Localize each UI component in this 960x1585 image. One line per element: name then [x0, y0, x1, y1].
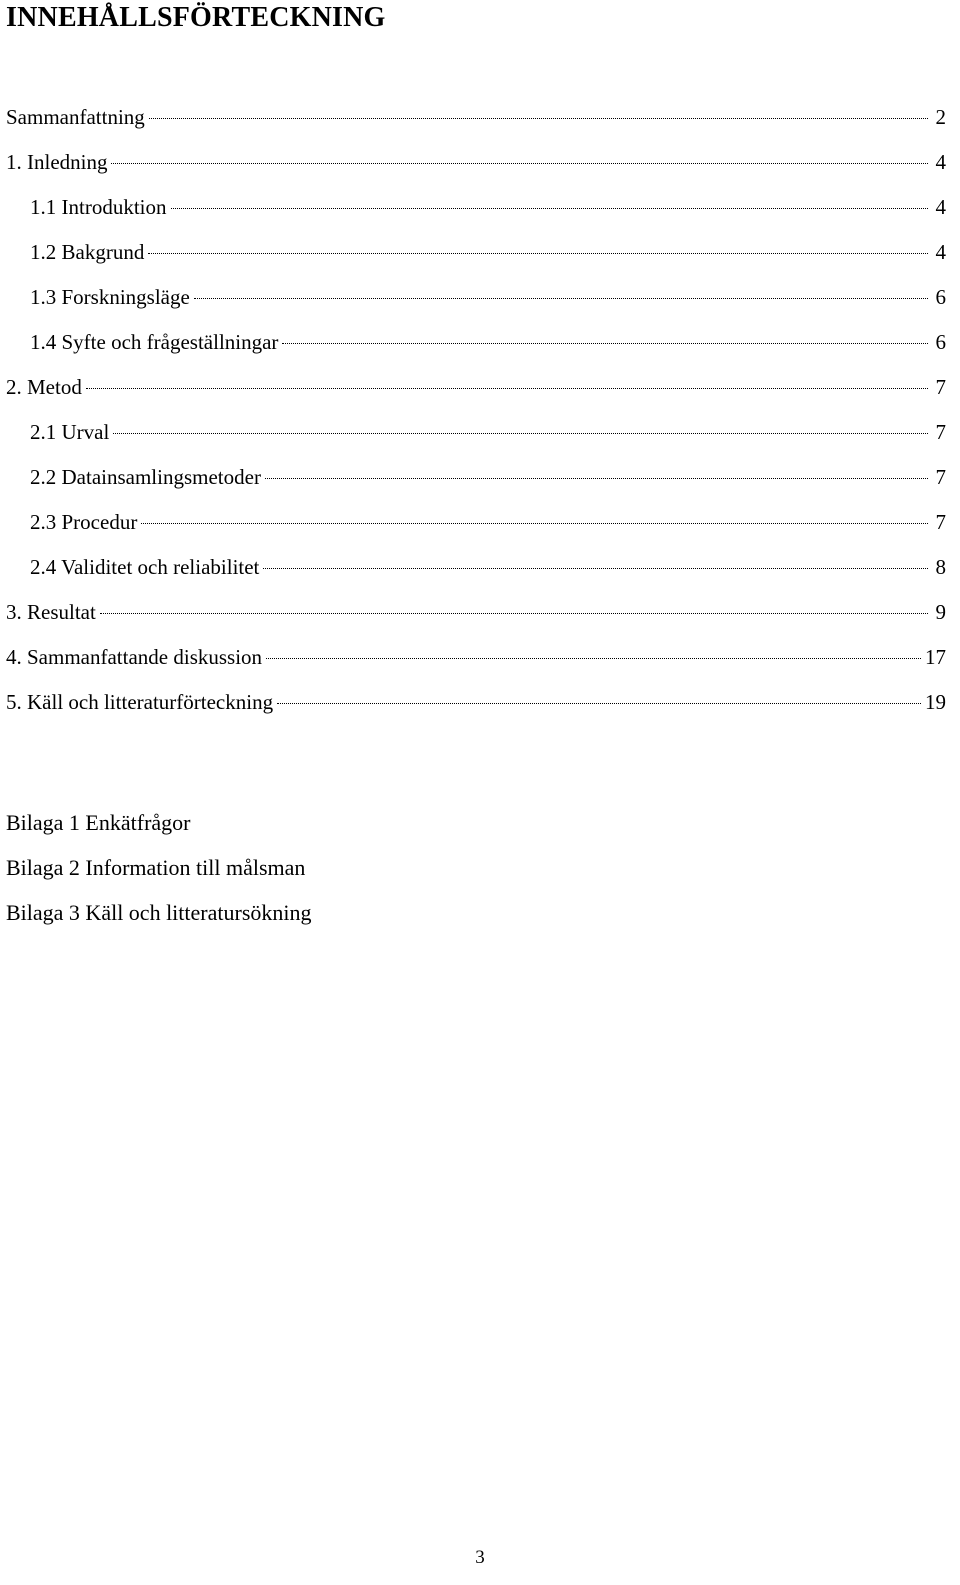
toc-entry-page: 6 — [935, 330, 946, 354]
toc-entry-metod[interactable] — [6, 365, 946, 410]
toc-entry-page: 19 — [925, 690, 946, 714]
toc-entry-sammanfattning[interactable] — [6, 95, 946, 140]
appendix-item[interactable]: Bilaga 3 Käll och litteratursökning — [6, 900, 312, 925]
toc-entry-title: 2.1 Urval — [30, 420, 110, 444]
toc-entry-datainsamlingsmetoder[interactable] — [6, 455, 946, 500]
dot-leader — [148, 253, 928, 254]
page-number: 3 — [475, 1547, 485, 1568]
toc-entry-title: 3. Resultat — [6, 600, 96, 624]
toc-entry-title: 2.2 Datainsamlingsmetoder — [30, 465, 261, 489]
toc-entry-procedur[interactable] — [6, 500, 946, 545]
toc-entry-inledning[interactable] — [6, 140, 946, 185]
dot-leader — [282, 343, 928, 344]
dot-leader — [111, 163, 928, 164]
dot-leader — [194, 298, 928, 299]
toc-entry-title: 2.3 Procedur — [30, 510, 138, 534]
toc-entry-title: 1.3 Forskningsläge — [30, 285, 190, 309]
toc-entry-bakgrund[interactable] — [6, 230, 946, 275]
dot-leader — [86, 388, 928, 389]
toc-entry-page: 8 — [935, 555, 946, 579]
dot-leader — [263, 568, 928, 569]
toc-entry-diskussion[interactable] — [6, 635, 946, 680]
toc-entry-page: 7 — [935, 375, 946, 399]
appendix-list — [6, 800, 312, 935]
dot-leader — [149, 118, 928, 119]
toc-entry-title: 5. Käll och litteraturförteckning — [6, 690, 274, 714]
dot-leader — [266, 658, 921, 659]
toc-entry-title: 1.2 Bakgrund — [30, 240, 145, 264]
dot-leader — [113, 433, 928, 434]
dot-leader — [141, 523, 928, 524]
toc-entry-litteraturforteckning[interactable] — [6, 680, 946, 725]
dot-leader — [171, 208, 929, 209]
appendix-item[interactable]: Bilaga 1 Enkätfrågor — [6, 810, 191, 835]
toc-entry-page: 6 — [935, 285, 946, 309]
appendix-item[interactable]: Bilaga 2 Information till målsman — [6, 855, 306, 880]
dot-leader — [100, 613, 928, 614]
toc-entry-page: 2 — [935, 105, 946, 129]
toc-entry-title: 1.4 Syfte och frågeställningar — [30, 330, 279, 354]
toc-entry-page: 4 — [935, 195, 946, 219]
toc-entry-page: 4 — [935, 240, 946, 264]
toc-entry-page: 7 — [935, 465, 946, 489]
toc-entry-title: 1. Inledning — [6, 150, 108, 174]
toc-entry-introduktion[interactable] — [6, 185, 946, 230]
toc-entry-validitet[interactable] — [6, 545, 946, 590]
toc-entry-title: 2.4 Validitet och reliabilitet — [30, 555, 260, 579]
toc-entry-resultat[interactable] — [6, 590, 946, 635]
toc-entry-page: 7 — [935, 420, 946, 444]
toc-entry-title: 4. Sammanfattande diskussion — [6, 645, 263, 669]
toc-entry-page: 17 — [925, 645, 946, 669]
toc-entry-page: 9 — [935, 600, 946, 624]
toc-entry-syfte[interactable] — [6, 320, 946, 365]
dot-leader — [265, 478, 928, 479]
toc-entry-urval[interactable] — [6, 410, 946, 455]
toc-entry-forskningslage[interactable] — [6, 275, 946, 320]
toc-entry-title: Sammanfattning — [6, 105, 145, 129]
toc-entry-title: 2. Metod — [6, 375, 82, 399]
toc-entry-page: 7 — [935, 510, 946, 534]
page-title: INNEHÅLLSFÖRTECKNING — [6, 2, 386, 33]
toc-entry-title: 1.1 Introduktion — [30, 195, 167, 219]
toc-entry-page: 4 — [935, 150, 946, 174]
table-of-contents — [6, 95, 946, 725]
dot-leader — [277, 703, 921, 704]
